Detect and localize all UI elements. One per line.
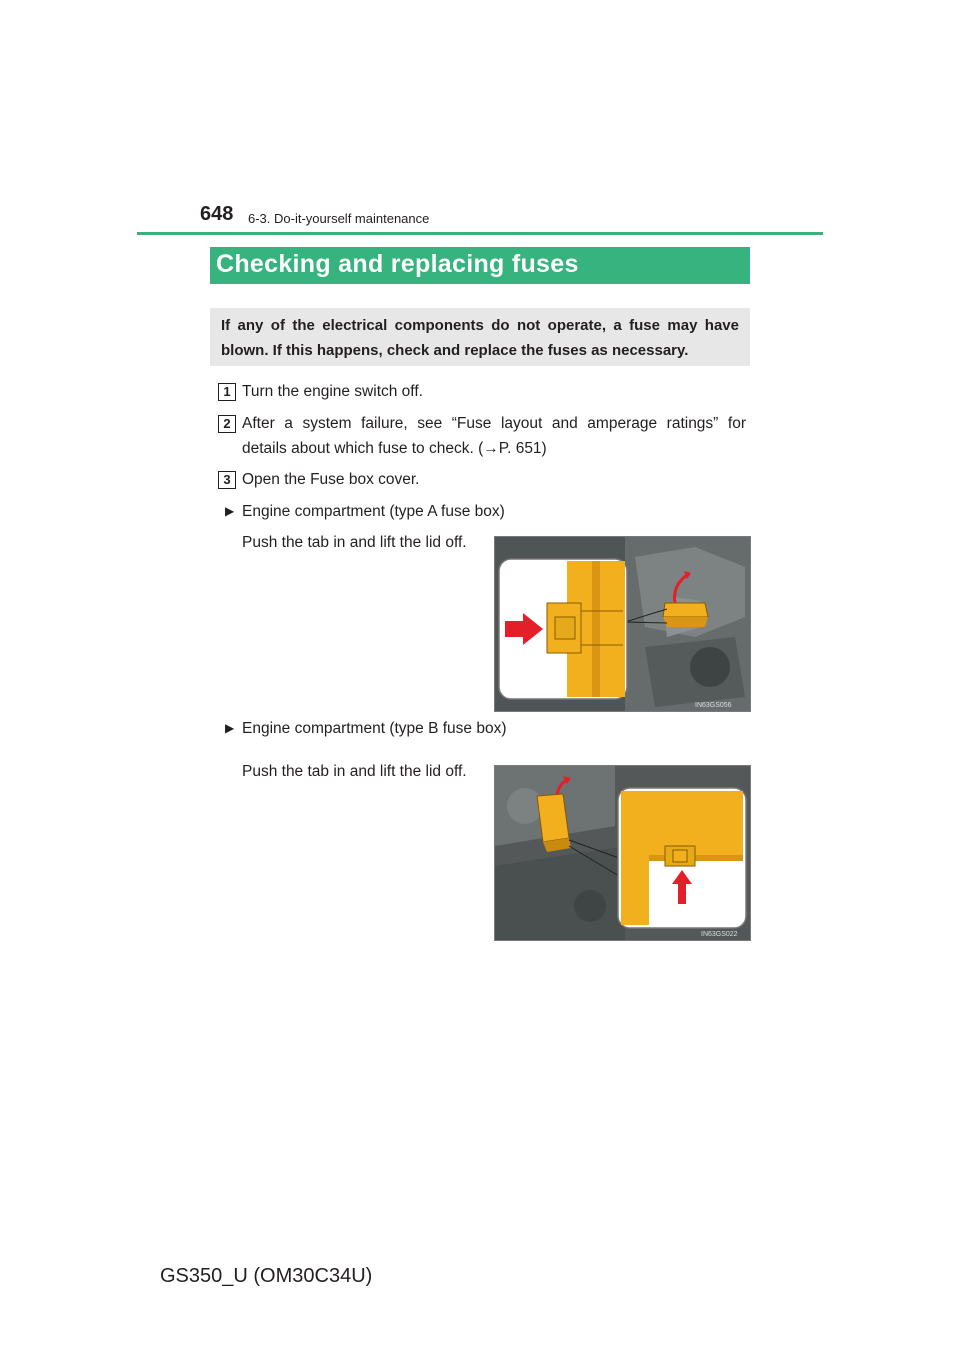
sub-item-heading: Engine compartment (type A fuse box) [242, 503, 505, 520]
sub-item-instruction: Push the tab in and lift the lid off. [242, 534, 467, 551]
step-number: 2 [218, 415, 236, 433]
intro-text [221, 313, 739, 363]
bullet-icon: ▶ [225, 721, 235, 735]
bullet-icon: ▶ [225, 504, 235, 518]
step-number: 3 [218, 471, 236, 489]
figure-code: IN63GS056 [695, 702, 732, 709]
intro-line: If any of the electrical components do not operate, a fuse may have [221, 317, 739, 334]
page-title: Checking and replacing fuses [216, 250, 579, 278]
figure-code: IN63GS022 [701, 931, 738, 938]
figure-type-a-fuse-box [494, 536, 751, 712]
title-bar [210, 247, 750, 284]
step-text: After a system failure, see “Fuse layout and amperage ratings” for [242, 415, 746, 432]
engine-illustration-a [495, 537, 750, 711]
step-text: Turn the engine switch off. [242, 383, 423, 400]
header-rule [137, 232, 823, 235]
step-text: details about which fuse to check. (→P. 651) [242, 440, 547, 457]
page-number: 648 [200, 203, 234, 225]
figure-type-b-fuse-box [494, 765, 751, 941]
section-label: 6-3. Do-it-yourself maintenance [248, 211, 430, 226]
intro-box [210, 308, 750, 366]
engine-illustration-b [495, 766, 750, 940]
step-number: 1 [218, 383, 236, 401]
footer-model-code: GS350_U (OM30C34U) [160, 1265, 373, 1287]
step-text: Open the Fuse box cover. [242, 471, 420, 488]
sub-item-heading: Engine compartment (type B fuse box) [242, 720, 507, 737]
intro-line: blown. If this happens, check and replace the fuses as necessary. [221, 342, 689, 359]
sub-item-instruction: Push the tab in and lift the lid off. [242, 763, 467, 780]
